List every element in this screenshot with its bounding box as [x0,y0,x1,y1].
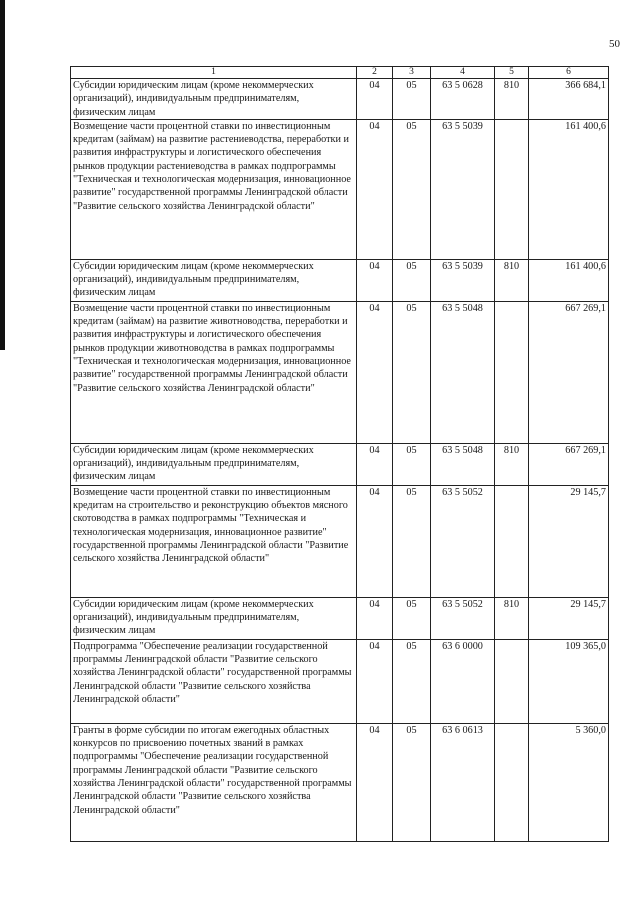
row-sum: 667 269,1 [529,443,609,485]
row-rz: 04 [357,597,393,639]
row-csr: 63 5 5048 [431,301,495,443]
row-name: Возмещение части процентной ставки по инвестиционным кредитам (займам) на развитие животноводства, переработки и развития инфраструктуры и логистического обеспечения рынков продукции животноводства в рамках подпрограммы "Техническая и технологическая модернизация, инновационное развитие" государственной программы Ленинградской области "Развитие сельского хозяйства Ленинградской области" [71,301,357,443]
row-pr: 05 [393,597,431,639]
header-cell: 1 [71,67,357,79]
row-rz: 04 [357,119,393,259]
row-vr [495,301,529,443]
row-vr: 810 [495,597,529,639]
row-sum: 29 145,7 [529,485,609,597]
table-row [71,443,609,485]
row-csr: 63 5 5048 [431,443,495,485]
row-csr: 63 5 5052 [431,485,495,597]
row-vr [495,485,529,597]
row-name: Субсидии юридическим лицам (кроме некоммерческих организаций), индивидуальным предпринимателям, физическим лицам [71,79,357,120]
header-cell: 4 [431,67,495,79]
row-csr: 63 6 0613 [431,723,495,841]
table-row [71,301,609,443]
row-vr [495,119,529,259]
table-row [71,119,609,259]
row-sum: 29 145,7 [529,597,609,639]
row-rz: 04 [357,79,393,120]
row-vr: 810 [495,259,529,301]
row-csr: 63 6 0000 [431,639,495,723]
row-name: Субсидии юридическим лицам (кроме некоммерческих организаций), индивидуальным предпринимателям, физическим лицам [71,443,357,485]
table-row [71,259,609,301]
row-vr [495,723,529,841]
row-pr: 05 [393,301,431,443]
row-sum: 109 365,0 [529,639,609,723]
row-pr: 05 [393,79,431,120]
header-cell: 5 [495,67,529,79]
row-pr: 05 [393,485,431,597]
row-name: Субсидии юридическим лицам (кроме некоммерческих организаций), индивидуальным предпринимателям, физическим лицам [71,259,357,301]
row-pr: 05 [393,443,431,485]
row-vr [495,639,529,723]
row-rz: 04 [357,723,393,841]
row-name: Гранты в форме субсидии по итогам ежегодных областных конкурсов по присвоению почетных званий в рамках подпрограммы "Обеспечение реализации государственной программы Ленинградской области "Развитие сельского хозяйства Ленинградской области" государственной программы Ленинградской области "Развитие сельского хозяйства Ленинградской области" [71,723,357,841]
table-row [71,723,609,841]
row-name: Возмещение части процентной ставки по инвестиционным кредитам на строительство и реконструкцию объектов мясного скотоводства в рамках подпрограммы "Техническая и технологическая модернизация, инновационное развитие" государственной программы Ленинградской области "Развитие сельского хозяйства Ленинградской области" [71,485,357,597]
header-cell: 2 [357,67,393,79]
row-rz: 04 [357,639,393,723]
table-row [71,485,609,597]
row-name: Субсидии юридическим лицам (кроме некоммерческих организаций), индивидуальным предпринимателям, физическим лицам [71,597,357,639]
row-csr: 63 5 5039 [431,259,495,301]
row-sum: 366 684,1 [529,79,609,120]
row-sum: 667 269,1 [529,301,609,443]
row-rz: 04 [357,485,393,597]
page-number: 50 [609,38,620,50]
table-header-row [71,67,609,79]
budget-table [70,66,609,842]
row-pr: 05 [393,119,431,259]
table-row [71,639,609,723]
row-pr: 05 [393,723,431,841]
row-rz: 04 [357,259,393,301]
row-pr: 05 [393,259,431,301]
row-name: Подпрограмма "Обеспечение реализации государственной программы Ленинградской области "Развитие сельского хозяйства Ленинградской области" государственной программы Ленинградской области "Развитие сельского хозяйства Ленинградской области" [71,639,357,723]
row-name: Возмещение части процентной ставки по инвестиционным кредитам (займам) на развитие растениеводства, переработки и развития инфраструктуры и логистического обеспечения рынков продукции растениеводства в рамках подпрограммы "Техническая и технологическая модернизация, инновационное развитие" государственной программы Ленинградской области "Развитие сельского хозяйства Ленинградской области" [71,119,357,259]
row-csr: 63 5 0628 [431,79,495,120]
header-cell: 3 [393,67,431,79]
row-sum: 161 400,6 [529,119,609,259]
row-sum: 5 360,0 [529,723,609,841]
row-rz: 04 [357,443,393,485]
scan-edge-mark [0,0,5,350]
table-row [71,79,609,120]
row-csr: 63 5 5052 [431,597,495,639]
row-rz: 04 [357,301,393,443]
row-vr: 810 [495,79,529,120]
row-pr: 05 [393,639,431,723]
table-row [71,597,609,639]
header-cell: 6 [529,67,609,79]
row-sum: 161 400,6 [529,259,609,301]
row-vr: 810 [495,443,529,485]
row-csr: 63 5 5039 [431,119,495,259]
